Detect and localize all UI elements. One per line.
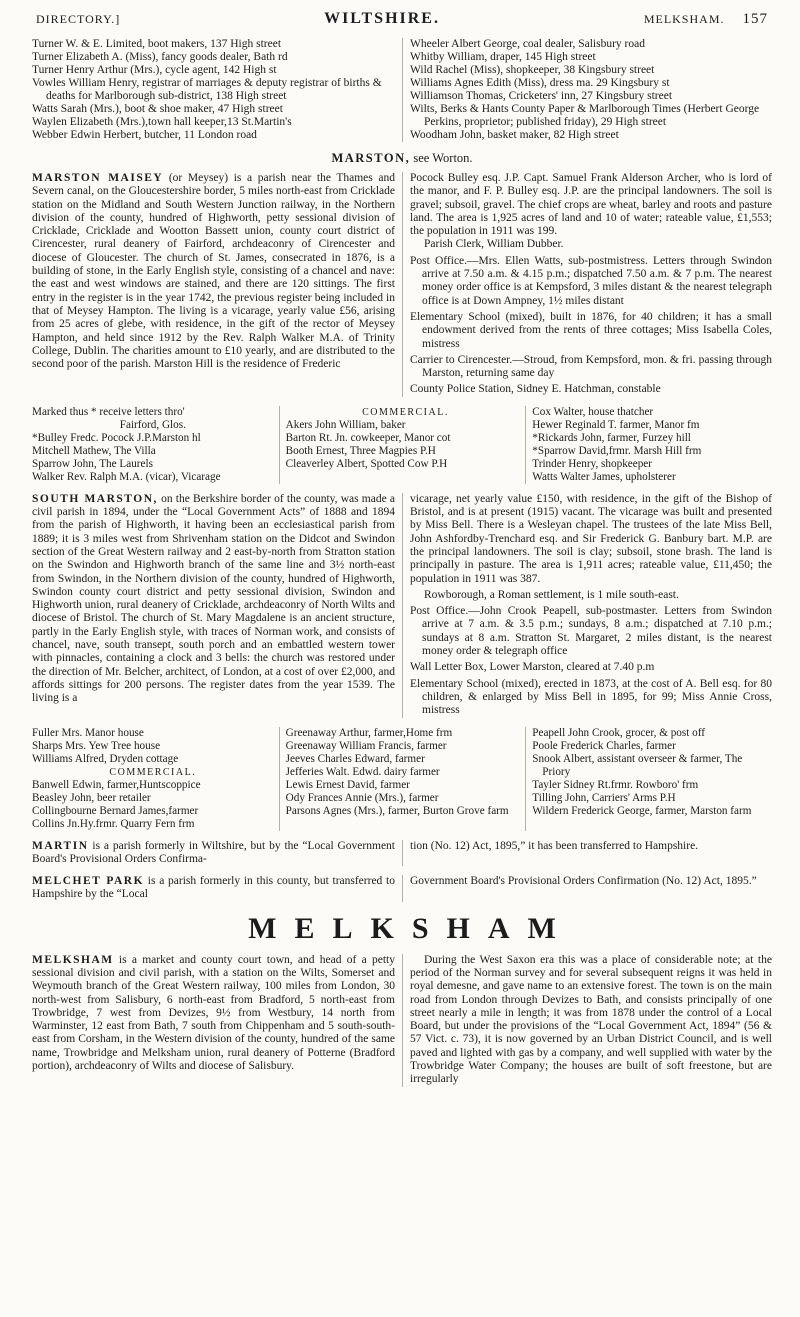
- list-item: *Bulley Fredc. Pocock J.P.Marston hl: [32, 431, 201, 444]
- commercial-entries-cont: [532, 727, 772, 818]
- list-item: Wildern Frederick George, farmer, Marston farm: [532, 804, 752, 817]
- residents-column-2: [279, 406, 526, 484]
- commercial-heading: COMMERCIAL.: [109, 766, 197, 778]
- post-office-paragraph: Post Office.—Mrs. Ellen Watts, sub-postmistress. Letters through Swindon arrive at 7.50 a.m. & 4.15 p.m.; dispatched 7.50 a.m. & 7 p.m. The nearest money order office is at Kempsford, 3 miles distant & the nearest telegraph office is at Down Ampney, 1½ miles distant: [410, 254, 772, 307]
- list-item: Jefferies Walt. Edwd. dairy farmer: [285, 765, 440, 778]
- parish-clerk-line: Parish Clerk, William Dubber.: [424, 238, 564, 251]
- south-marston-residents-list: [32, 727, 772, 831]
- list-item: Sparrow John, The Laurels: [32, 457, 153, 470]
- list-item: Lewis Ernest David, farmer: [285, 778, 410, 791]
- melchet-heading: MELCHET PARK: [32, 875, 145, 888]
- south-marston-left-column: [32, 493, 402, 718]
- list-item: Wheeler Albert George, coal dealer, Salisbury road: [410, 38, 645, 50]
- list-item: Peapell John Crook, grocer, & post off: [532, 726, 706, 739]
- list-item: Collins Jn.Hy.frmr. Quarry Fern frm: [32, 817, 195, 830]
- commercial-entries: [32, 779, 274, 831]
- melchet-left-column: [32, 875, 402, 902]
- page-number: 157: [742, 11, 768, 27]
- list-item: Ody Frances Annie (Mrs.), farmer: [285, 791, 439, 804]
- list-item: Williams Alfred, Dryden cottage: [32, 752, 179, 765]
- list-item: Turner W. & E. Limited, boot makers, 137 High street: [32, 38, 282, 50]
- south-marston-description-cont: vicarage, net yearly value £150, with residence, in the gift of the Bishop of Bristol, and is at present (1915) vacant. The vicarage was built and presented by Miss Bell. There is a Wesleyan chapel. The trustees of the late Miss Bell, John Ashfordby-Trenchard esq. and Sir Frederick G. Banbury bart. M.P. are the principal landowners. The soil is clay; subsoil, stone brash. The land is principally in pasture. The area is 1,911 acres; rateable value, £11,450; the population in 1911 was 387.: [410, 492, 772, 585]
- list-item: Vowles William Henry, registrar of marriages & deputy registrar of births & deaths for Marlborough sub-district, 138 High street: [32, 77, 382, 102]
- residents-column-3: [525, 406, 772, 484]
- list-item: *Sparrow David,frmr. Marsh Hill frm: [532, 444, 702, 457]
- martin-description-cont: tion (No. 12) Act, 1895,” it has been transferred to Hampshire.: [410, 839, 699, 852]
- list-item: Banwell Edwin, farmer,Huntscoppice: [32, 778, 201, 791]
- cross-ref-name: MARSTON,: [331, 151, 411, 165]
- list-item: Mitchell Mathew, The Villa: [32, 444, 156, 457]
- marston-cross-reference: [32, 151, 772, 166]
- list-item: Cox Walter, house thatcher: [532, 405, 654, 418]
- commercial-entries-cont: [286, 727, 526, 818]
- commercial-entries: [286, 419, 526, 471]
- marston-maisey-description: MARSTON MAISEY (or Meysey) is a parish near the Thames and Severn canal, on the Gloucestershire border, 5 miles north-east from Cricklade station on the Midland and South Western Junction railway, in the Northern division of the county, hundred of Highworth, petty sessional division of Cricklade, Cricklade and Wootton Bassett union, county court district of Cirencester, rural deanery of Fairford, archdeaconry of Cirencester and diocese of Gloucester. The church of St. James, consecrated in 1876, is a building of stone, in the Early English style, consisting of a chancel and nave: the east and west windows are stained, and there are 120 sittings. The first entry in the register is in the year 1742, the previous register being included in that of Meysey Hampton. The living is a vicarage, yearly value £56, arising from 25 acres of glebe, with residence, in the gift of the rector of Meysey Hampton, and held since 1912 by the Rev. Ralph Walker M.A. of Trinity College, Dublin. The charities amount to £10 yearly, and are distributed to the second poor of the parish. Marston Hill is the residence of Frederic: [32, 172, 395, 371]
- residents-column-1: [32, 406, 279, 484]
- marston-maisey-heading: MARSTON MAISEY: [32, 172, 164, 184]
- header-town-and-page: [644, 11, 768, 28]
- post-office-paragraph: Post Office.—John Crook Peapell, sub-postmaster. Letters from Swindon arrive at 7 a.m. & 3.5 p.m.; sundays, 8 a.m.; dispatched at 7.10 p.m.; sundays at 8 a.m. Stratton St. Margaret, 2 miles distant, is the nearest money order & telegraph office: [410, 605, 772, 658]
- martin-section: [32, 840, 772, 867]
- residents-entries: [32, 432, 274, 484]
- melksham-description: MELKSHAM is a market and county court town, and head of a petty sessional division and civil parish, with a station on the Wilts, Somerset and Weymouth branch of the Great Western railway, 100 miles from London, 30 north-west from Salisbury, 6 north-east from Bradford, 5 north-east from Trowbridge, 7 west from Devizes, 9½ from Westbury, 14 north from Warminster, 12 east from Bath, 7 south from Chippenham and 5 south-south-east from Corsham, in the Western division of the county, hundred of the same name, Trowbridge and Melksham union, rural deanery of Potterne (Bradford portion), archdeaconry of Wilts and diocese of Salisbury.: [32, 953, 395, 1073]
- marston-maisey-description-cont: Pocock Bulley esq. J.P. Capt. Samuel Frank Alderson Archer, who is lord of the manor, and F. P. Bulley esq. J.P. are the principal landowners. The soil is gravel; subsoil, gravel. The chief crops are wheat, barley and roots and pasture land. The area is 1,925 acres of land and 10 of water; rateable value, £1,553; the population in 1911 was 199.: [410, 172, 772, 238]
- melksham-heading: MELKSHAM: [32, 953, 114, 966]
- marston-maisey-residents-list: [32, 406, 772, 484]
- south-marston-right-column: [402, 493, 772, 718]
- list-item: Snook Albert, assistant overseer & farmer, The Priory: [532, 752, 743, 778]
- list-item: Williams Agnes Edith (Miss), dress ma. 29 Kingsbury st: [410, 77, 670, 89]
- list-item: Akers John William, baker: [285, 418, 406, 431]
- cross-ref-target: see Worton.: [410, 151, 473, 165]
- header-directory-label: DIRECTORY.]: [36, 12, 121, 26]
- melksham-trades-list: [32, 38, 772, 142]
- rowborough-note: Rowborough, a Roman settlement, is 1 mile south-east.: [424, 588, 679, 601]
- list-item: *Rickards John, farmer, Furzey hill: [532, 431, 691, 444]
- melksham-history-paragraph: During the West Saxon era this was a place of considerable note; at the period of the Norman survey and for several subsequent reigns it was held in royal demesne, and gave name to an extensive forest. The town is on the main road from London through Devizes to Bath, and consists principally of one street nearly a mile in length; it was from 1878 under the control of a Local Board, but under the provisions of the “Local Government Act, 1894” (56 & 57 Vict. c. 73), it is now governed by an Urban District Council, and is well paved and lighted with gas by a company, and well supplied with water by the Trowbridge Water Company; the houses are built of soft freestone, but are irregularly: [410, 953, 772, 1086]
- list-item: Woodham John, basket maker, 82 High street: [410, 129, 619, 141]
- list-item: Collingbourne Bernard James,farmer: [32, 804, 199, 817]
- list-item: Turner Henry Arthur (Mrs.), cycle agent, 142 High st: [32, 64, 277, 76]
- martin-description: MARTIN is a parish formerly in Wiltshire, but by the “Local Government Board's Provisional Orders Confirma-: [32, 839, 395, 865]
- list-item: Parsons Agnes (Mrs.), farmer, Burton Grove farm: [285, 804, 509, 817]
- list-item: Tayler Sidney Rt.frmr. Rowboro' frm: [532, 778, 699, 791]
- list-item: Trinder Henry, shopkeeper: [532, 457, 652, 470]
- list-item: Watts Sarah (Mrs.), boot & shoe maker, 47 High street: [32, 103, 283, 115]
- commercial-heading: COMMERCIAL.: [362, 406, 449, 418]
- melchet-description: MELCHET PARK is a parish formerly in this county, but transferred to Hampshire by the “Local: [32, 875, 395, 901]
- list-item: Sharps Mrs. Yew Tree house: [32, 739, 161, 752]
- south-marston-description: SOUTH MARSTON, on the Berkshire border of the county, was made a civil parish in 1894, under the “Local Government Acts” of 1888 and 1894 from the parish of Highworth, it having been an ecclesiastical parish from 1889; it is 3 miles west from Shrivenham station on the Didcot and Swindon section of the Great Western railway and 2 east-by-north from Stratton station on the Swindon and Highworth branch of the same line and 3½ north-east from Swindon, in the Northern division of the county, hundred of Highworth, Swindon county court district and petty sessional division, Swindon and Highworth union, rural deanery of Cricklade, archdeaconry of North Wilts and diocese of Bristol. The church of St. Mary Magdalene is an ancient structure, partly in the Early English style, with traces of Norman work, and consists of chancel, nave, south transept, south porch and an embattled western tower with pinnacles, containing a clock and 3 bells: the church was restored under the direction of Mr. Belcher, architect, of London, at a cost of over £2,000, and affords sittings for 200 persons. The register dates from the year 1539. The living is a: [32, 492, 395, 705]
- commercial-entries-cont: [532, 406, 772, 484]
- private-residents-entries: [32, 727, 274, 766]
- list-item: Walker Rev. Ralph M.A. (vicar), Vicarage: [32, 470, 221, 483]
- marston-maisey-section: [32, 172, 772, 397]
- residents-column-2: [279, 727, 526, 831]
- list-item: Whitby William, draper, 145 High street: [410, 51, 596, 63]
- list-item: Williamson Thomas, Cricketers' inn, 27 Kingsbury street: [410, 90, 673, 102]
- martin-right-column: [402, 840, 772, 867]
- melksham-town-title: MELKSHAM: [248, 911, 574, 945]
- melksham-section: [32, 954, 772, 1087]
- police-station-line: County Police Station, Sidney E. Hatchman, constable: [410, 383, 661, 396]
- list-item: Fuller Mrs. Manor house: [32, 726, 144, 739]
- asterisk-note-line1: Marked thus * receive letters thro': [32, 405, 185, 418]
- marston-maisey-right-column: [402, 172, 772, 397]
- list-item: Tilling John, Carriers' Arms P.H: [532, 791, 676, 804]
- list-item: Turner Elizabeth A. (Miss), fancy goods dealer, Bath rd: [32, 51, 288, 63]
- school-paragraph: Elementary School (mixed), built in 1876, for 40 children; it has a small endowment derived from the rents of three cottages; Miss Isabella Coles, mistress: [410, 310, 772, 350]
- martin-left-column: [32, 840, 402, 867]
- residents-column-1: [32, 727, 279, 831]
- list-item: Booth Ernest, Three Magpies P.H: [285, 444, 436, 457]
- list-item: Webber Edwin Herbert, butcher, 11 London road: [32, 129, 257, 141]
- melchet-park-section: [32, 875, 772, 902]
- header-town-label: MELKSHAM.: [643, 12, 725, 26]
- list-item: Waylen Elizabeth (Mrs.),town hall keeper,13 St.Martin's: [32, 116, 292, 128]
- asterisk-note-line2: Fairford, Glos.: [119, 418, 186, 431]
- trades-list-left-column: [32, 38, 402, 142]
- marston-maisey-left-column: [32, 172, 402, 397]
- south-marston-heading: SOUTH MARSTON,: [32, 492, 158, 505]
- south-marston-section: [32, 493, 772, 718]
- list-item: Wilts, Berks & Hants County Paper & Marlborough Times (Herbert George Perkins, proprietor; published friday), 29 High street: [410, 103, 760, 128]
- list-item: Hewer Reginald T. farmer, Manor fm: [532, 418, 700, 431]
- melchet-right-column: [402, 875, 772, 902]
- melksham-right-column: [402, 954, 772, 1087]
- list-item: Watts Walter James, upholsterer: [532, 470, 676, 483]
- list-item: Greenaway William Francis, farmer: [285, 739, 447, 752]
- list-item: Jeeves Charles Edward, farmer: [285, 752, 425, 765]
- martin-heading: MARTIN: [32, 839, 89, 852]
- header-county-title: WILTSHIRE.: [324, 10, 440, 27]
- list-item: Cleaverley Albert, Spotted Cow P.H: [285, 457, 448, 470]
- school-paragraph: Elementary School (mixed), erected in 1873, at the cost of A. Bell esq. for 80 children, & enlarged by Miss Bell in 1895, for 99; Miss Annie Cross, mistress: [410, 677, 772, 717]
- trades-list-right-column: [402, 38, 772, 142]
- wall-letter-box-line: Wall Letter Box, Lower Marston, cleared at 7.40 p.m: [410, 661, 655, 674]
- list-item: Wild Rachel (Miss), shopkeeper, 38 Kingsbury street: [410, 64, 655, 76]
- melchet-description-cont: Government Board's Provisional Orders Confirmation (No. 12) Act, 1895.”: [410, 875, 757, 888]
- carrier-paragraph: Carrier to Cirencester.—Stroud, from Kempsford, mon. & fri. passing through Marston, returning same day: [410, 353, 772, 380]
- residents-column-3: [525, 727, 772, 831]
- list-item: Greenaway Arthur, farmer,Home frm: [285, 726, 453, 739]
- melksham-left-column: [32, 954, 402, 1087]
- list-item: Beasley John, beer retailer: [32, 791, 151, 804]
- list-item: Barton Rt. Jn. cowkeeper, Manor cot: [285, 431, 451, 444]
- list-item: Poole Frederick Charles, farmer: [532, 739, 676, 752]
- page-header: [36, 10, 768, 28]
